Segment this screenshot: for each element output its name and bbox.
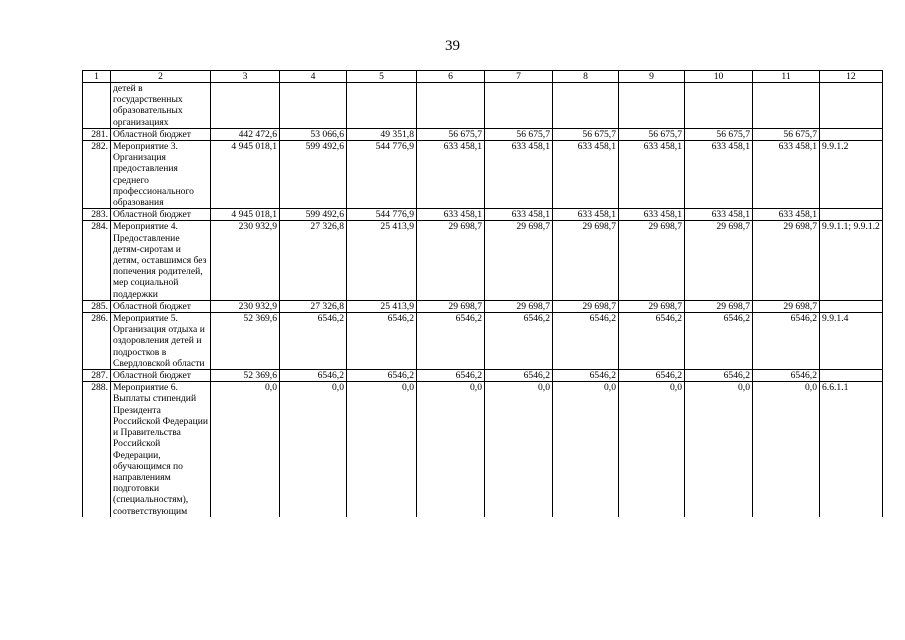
value-cell [211, 83, 280, 129]
value-cell: 6546,2 [485, 370, 553, 382]
budget-table [82, 70, 883, 517]
value-cell: 599 492,6 [280, 141, 347, 209]
value-cell: 56 675,7 [753, 128, 820, 140]
table-row [83, 141, 883, 209]
value-cell: 29 698,7 [753, 300, 820, 312]
value-cell: 6546,2 [347, 370, 417, 382]
row-name-cell: Мероприятие 6. Выплаты стипендий Президента Российской Федерации и Правительства Российской Федерации, обучающимся по направлениям подготовки (специальностям), соответствующим [111, 382, 211, 517]
value-cell: 0,0 [619, 382, 685, 517]
value-cell: 633 458,1 [753, 209, 820, 221]
value-cell: 25 413,9 [347, 300, 417, 312]
value-cell: 633 458,1 [485, 209, 553, 221]
value-cell: 6546,2 [685, 313, 753, 370]
target-code-cell [820, 128, 883, 140]
value-cell: 442 472,6 [211, 128, 280, 140]
value-cell [685, 83, 753, 129]
row-number-cell: 283. [83, 209, 111, 221]
value-cell: 6546,2 [417, 313, 485, 370]
value-cell: 29 698,7 [553, 221, 619, 300]
row-number-cell: 288. [83, 382, 111, 517]
row-name-cell: Областной бюджет [111, 370, 211, 382]
value-cell [280, 83, 347, 129]
value-cell: 0,0 [485, 382, 553, 517]
row-name-cell: детей в государственных образовательных организациях [111, 83, 211, 129]
value-cell: 0,0 [417, 382, 485, 517]
value-cell: 633 458,1 [619, 141, 685, 209]
value-cell: 6546,2 [553, 370, 619, 382]
table-row [83, 370, 883, 382]
value-cell: 56 675,7 [685, 128, 753, 140]
value-cell [417, 83, 485, 129]
value-cell: 6546,2 [619, 370, 685, 382]
value-cell: 56 675,7 [619, 128, 685, 140]
target-code-cell [820, 370, 883, 382]
value-cell: 29 698,7 [685, 221, 753, 300]
table-row [83, 209, 883, 221]
table-row [83, 313, 883, 370]
column-header: 11 [753, 71, 820, 83]
value-cell: 6546,2 [619, 313, 685, 370]
value-cell: 633 458,1 [753, 141, 820, 209]
value-cell: 52 369,6 [211, 313, 280, 370]
target-code-cell [820, 83, 883, 129]
value-cell: 6546,2 [347, 313, 417, 370]
value-cell: 29 698,7 [553, 300, 619, 312]
value-cell: 544 776,9 [347, 141, 417, 209]
value-cell: 53 066,6 [280, 128, 347, 140]
value-cell: 6546,2 [753, 313, 820, 370]
column-header: 6 [417, 71, 485, 83]
value-cell [553, 83, 619, 129]
table-row [83, 128, 883, 140]
row-number-cell [83, 83, 111, 129]
column-header: 5 [347, 71, 417, 83]
value-cell: 633 458,1 [685, 209, 753, 221]
column-header: 9 [619, 71, 685, 83]
value-cell: 0,0 [753, 382, 820, 517]
column-header: 7 [485, 71, 553, 83]
value-cell: 56 675,7 [417, 128, 485, 140]
row-name-cell: Областной бюджет [111, 128, 211, 140]
value-cell: 29 698,7 [485, 221, 553, 300]
value-cell: 0,0 [685, 382, 753, 517]
row-number-cell: 285. [83, 300, 111, 312]
value-cell: 230 932,9 [211, 300, 280, 312]
value-cell: 27 326,8 [280, 300, 347, 312]
column-header: 1 [83, 71, 111, 83]
target-code-cell: 9.9.1.1; 9.9.1.2 [820, 221, 883, 300]
value-cell [485, 83, 553, 129]
value-cell: 599 492,6 [280, 209, 347, 221]
row-number-cell: 287. [83, 370, 111, 382]
value-cell: 633 458,1 [417, 141, 485, 209]
row-name-cell: Мероприятие 4. Предоставление детям-сиротам и детям, оставшимся без попечения родителей, мер социальной поддержки [111, 221, 211, 300]
value-cell: 633 458,1 [685, 141, 753, 209]
value-cell: 25 413,9 [347, 221, 417, 300]
value-cell: 52 369,6 [211, 370, 280, 382]
value-cell: 633 458,1 [553, 209, 619, 221]
value-cell: 633 458,1 [417, 209, 485, 221]
value-cell [347, 83, 417, 129]
table-row [83, 83, 883, 129]
value-cell: 56 675,7 [485, 128, 553, 140]
value-cell: 0,0 [211, 382, 280, 517]
value-cell: 6546,2 [685, 370, 753, 382]
target-code-cell: 9.9.1.4 [820, 313, 883, 370]
page-number: 39 [445, 38, 460, 54]
value-cell [753, 83, 820, 129]
column-header: 4 [280, 71, 347, 83]
value-cell: 56 675,7 [553, 128, 619, 140]
value-cell: 6546,2 [417, 370, 485, 382]
value-cell: 6546,2 [485, 313, 553, 370]
value-cell: 6546,2 [280, 313, 347, 370]
target-code-cell: 6.6.1.1 [820, 382, 883, 517]
value-cell: 27 326,8 [280, 221, 347, 300]
table-row [83, 382, 883, 517]
row-name-cell: Мероприятие 5. Организация отдыха и оздоровления детей и подростков в Свердловской области [111, 313, 211, 370]
value-cell: 6546,2 [753, 370, 820, 382]
value-cell [619, 83, 685, 129]
value-cell: 49 351,8 [347, 128, 417, 140]
value-cell: 29 698,7 [417, 221, 485, 300]
table-row [83, 300, 883, 312]
column-header: 2 [111, 71, 211, 83]
table-row [83, 221, 883, 300]
value-cell: 633 458,1 [553, 141, 619, 209]
value-cell: 633 458,1 [485, 141, 553, 209]
row-number-cell: 281. [83, 128, 111, 140]
value-cell: 29 698,7 [485, 300, 553, 312]
value-cell: 0,0 [553, 382, 619, 517]
value-cell: 29 698,7 [619, 221, 685, 300]
value-cell: 0,0 [280, 382, 347, 517]
row-number-cell: 284. [83, 221, 111, 300]
row-name-cell: Мероприятие 3. Организация предоставления среднего профессионального образования [111, 141, 211, 209]
column-header: 8 [553, 71, 619, 83]
target-code-cell [820, 300, 883, 312]
value-cell: 29 698,7 [685, 300, 753, 312]
row-name-cell: Областной бюджет [111, 300, 211, 312]
row-number-cell: 286. [83, 313, 111, 370]
value-cell: 6546,2 [553, 313, 619, 370]
target-code-cell [820, 209, 883, 221]
value-cell: 29 698,7 [753, 221, 820, 300]
value-cell: 4 945 018,1 [211, 209, 280, 221]
row-name-cell: Областной бюджет [111, 209, 211, 221]
value-cell: 4 945 018,1 [211, 141, 280, 209]
value-cell: 29 698,7 [417, 300, 485, 312]
column-header-row [83, 71, 883, 83]
column-header: 12 [820, 71, 883, 83]
value-cell: 0,0 [347, 382, 417, 517]
value-cell: 230 932,9 [211, 221, 280, 300]
value-cell: 29 698,7 [619, 300, 685, 312]
row-number-cell: 282. [83, 141, 111, 209]
value-cell: 633 458,1 [619, 209, 685, 221]
value-cell: 6546,2 [280, 370, 347, 382]
column-header: 3 [211, 71, 280, 83]
target-code-cell: 9.9.1.2 [820, 141, 883, 209]
column-header: 10 [685, 71, 753, 83]
value-cell: 544 776,9 [347, 209, 417, 221]
